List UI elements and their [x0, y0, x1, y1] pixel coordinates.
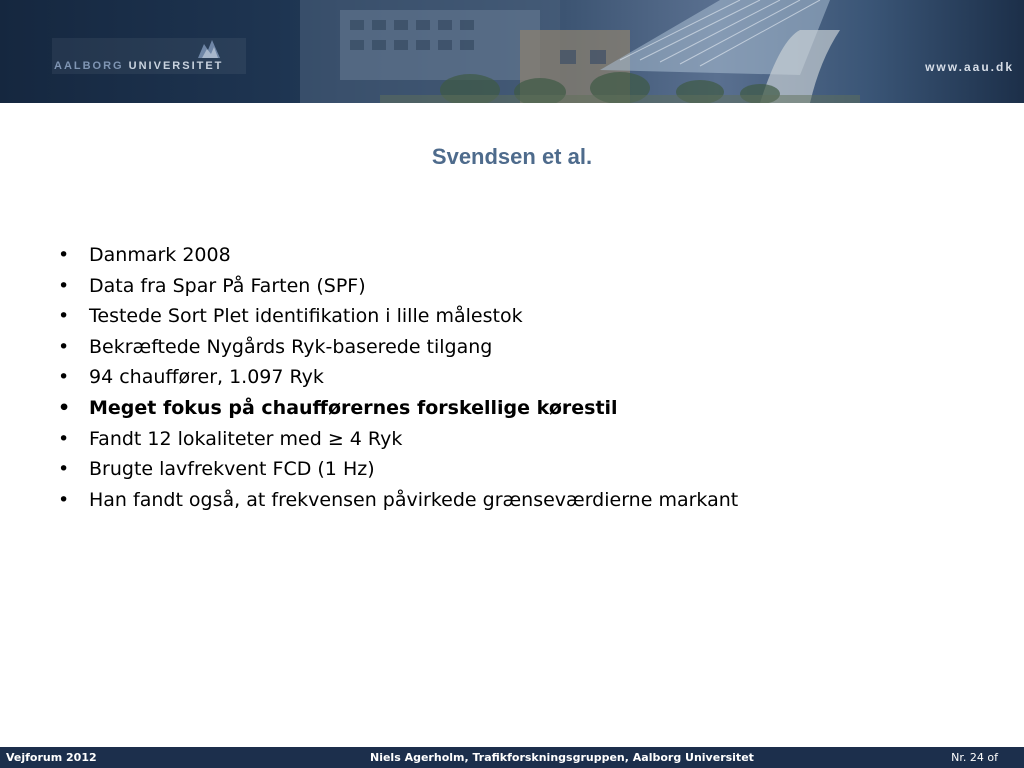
footer-event: Vejforum 2012	[6, 751, 97, 764]
header-banner	[0, 0, 1024, 103]
bullet-list	[58, 240, 738, 515]
footer-author: Niels Agerholm, Trafikforskningsgruppen, Aalborg Universitet	[370, 751, 754, 764]
bullet-text: Han fandt også, at frekvensen påvirkede grænseværdierne markant	[89, 488, 739, 511]
bullet-text: 94 chauffører, 1.097 Ryk	[89, 366, 324, 389]
bullet-item	[58, 362, 738, 393]
bullet-text: Meget fokus på chaufførernes forskellige kørestil	[89, 396, 618, 419]
logo-word-universitet: UNIVERSITET	[128, 60, 224, 72]
bullet-text: Danmark 2008	[89, 244, 231, 266]
bullet-dot-icon: •	[58, 305, 70, 328]
bullet-item	[58, 240, 738, 271]
bullet-item-emphasis	[58, 393, 738, 424]
bullet-dot-icon: •	[58, 244, 70, 266]
header-url: www.aau.dk	[925, 60, 1014, 74]
bullet-text: Testede Sort Plet identifikation i lille målestok	[89, 305, 523, 328]
slide-title: Svendsen et al.	[431, 144, 593, 169]
bullet-dot-icon: •	[58, 458, 70, 481]
bullet-text: Bekræftede Nygårds Ryk-baserede tilgang	[89, 335, 493, 358]
bullet-dot-icon: •	[58, 274, 70, 297]
aau-logo	[54, 60, 223, 72]
footer-page-number: Nr. 24 of	[951, 751, 998, 764]
bullet-text: Data fra Spar På Farten (SPF)	[89, 274, 366, 297]
aau-logo-icon	[196, 38, 222, 60]
logo-word-aalborg: AALBORG	[54, 60, 124, 72]
bullet-item	[58, 332, 738, 363]
bullet-item	[58, 454, 738, 485]
bullet-dot-icon: •	[58, 335, 70, 358]
bullet-text: Fandt 12 lokaliteter med ≥ 4 Ryk	[89, 427, 403, 450]
bullet-dot-icon: •	[58, 427, 70, 450]
bullet-dot-icon: •	[58, 366, 70, 389]
bullet-item	[58, 424, 738, 455]
bullet-item	[58, 485, 738, 516]
bullet-dot-icon: •	[58, 396, 71, 419]
footer-bar	[0, 747, 1024, 768]
bullet-text: Brugte lavfrekvent FCD (1 Hz)	[89, 458, 375, 481]
bullet-item	[58, 301, 738, 332]
bullet-dot-icon: •	[58, 488, 70, 511]
bullet-item	[58, 271, 738, 302]
